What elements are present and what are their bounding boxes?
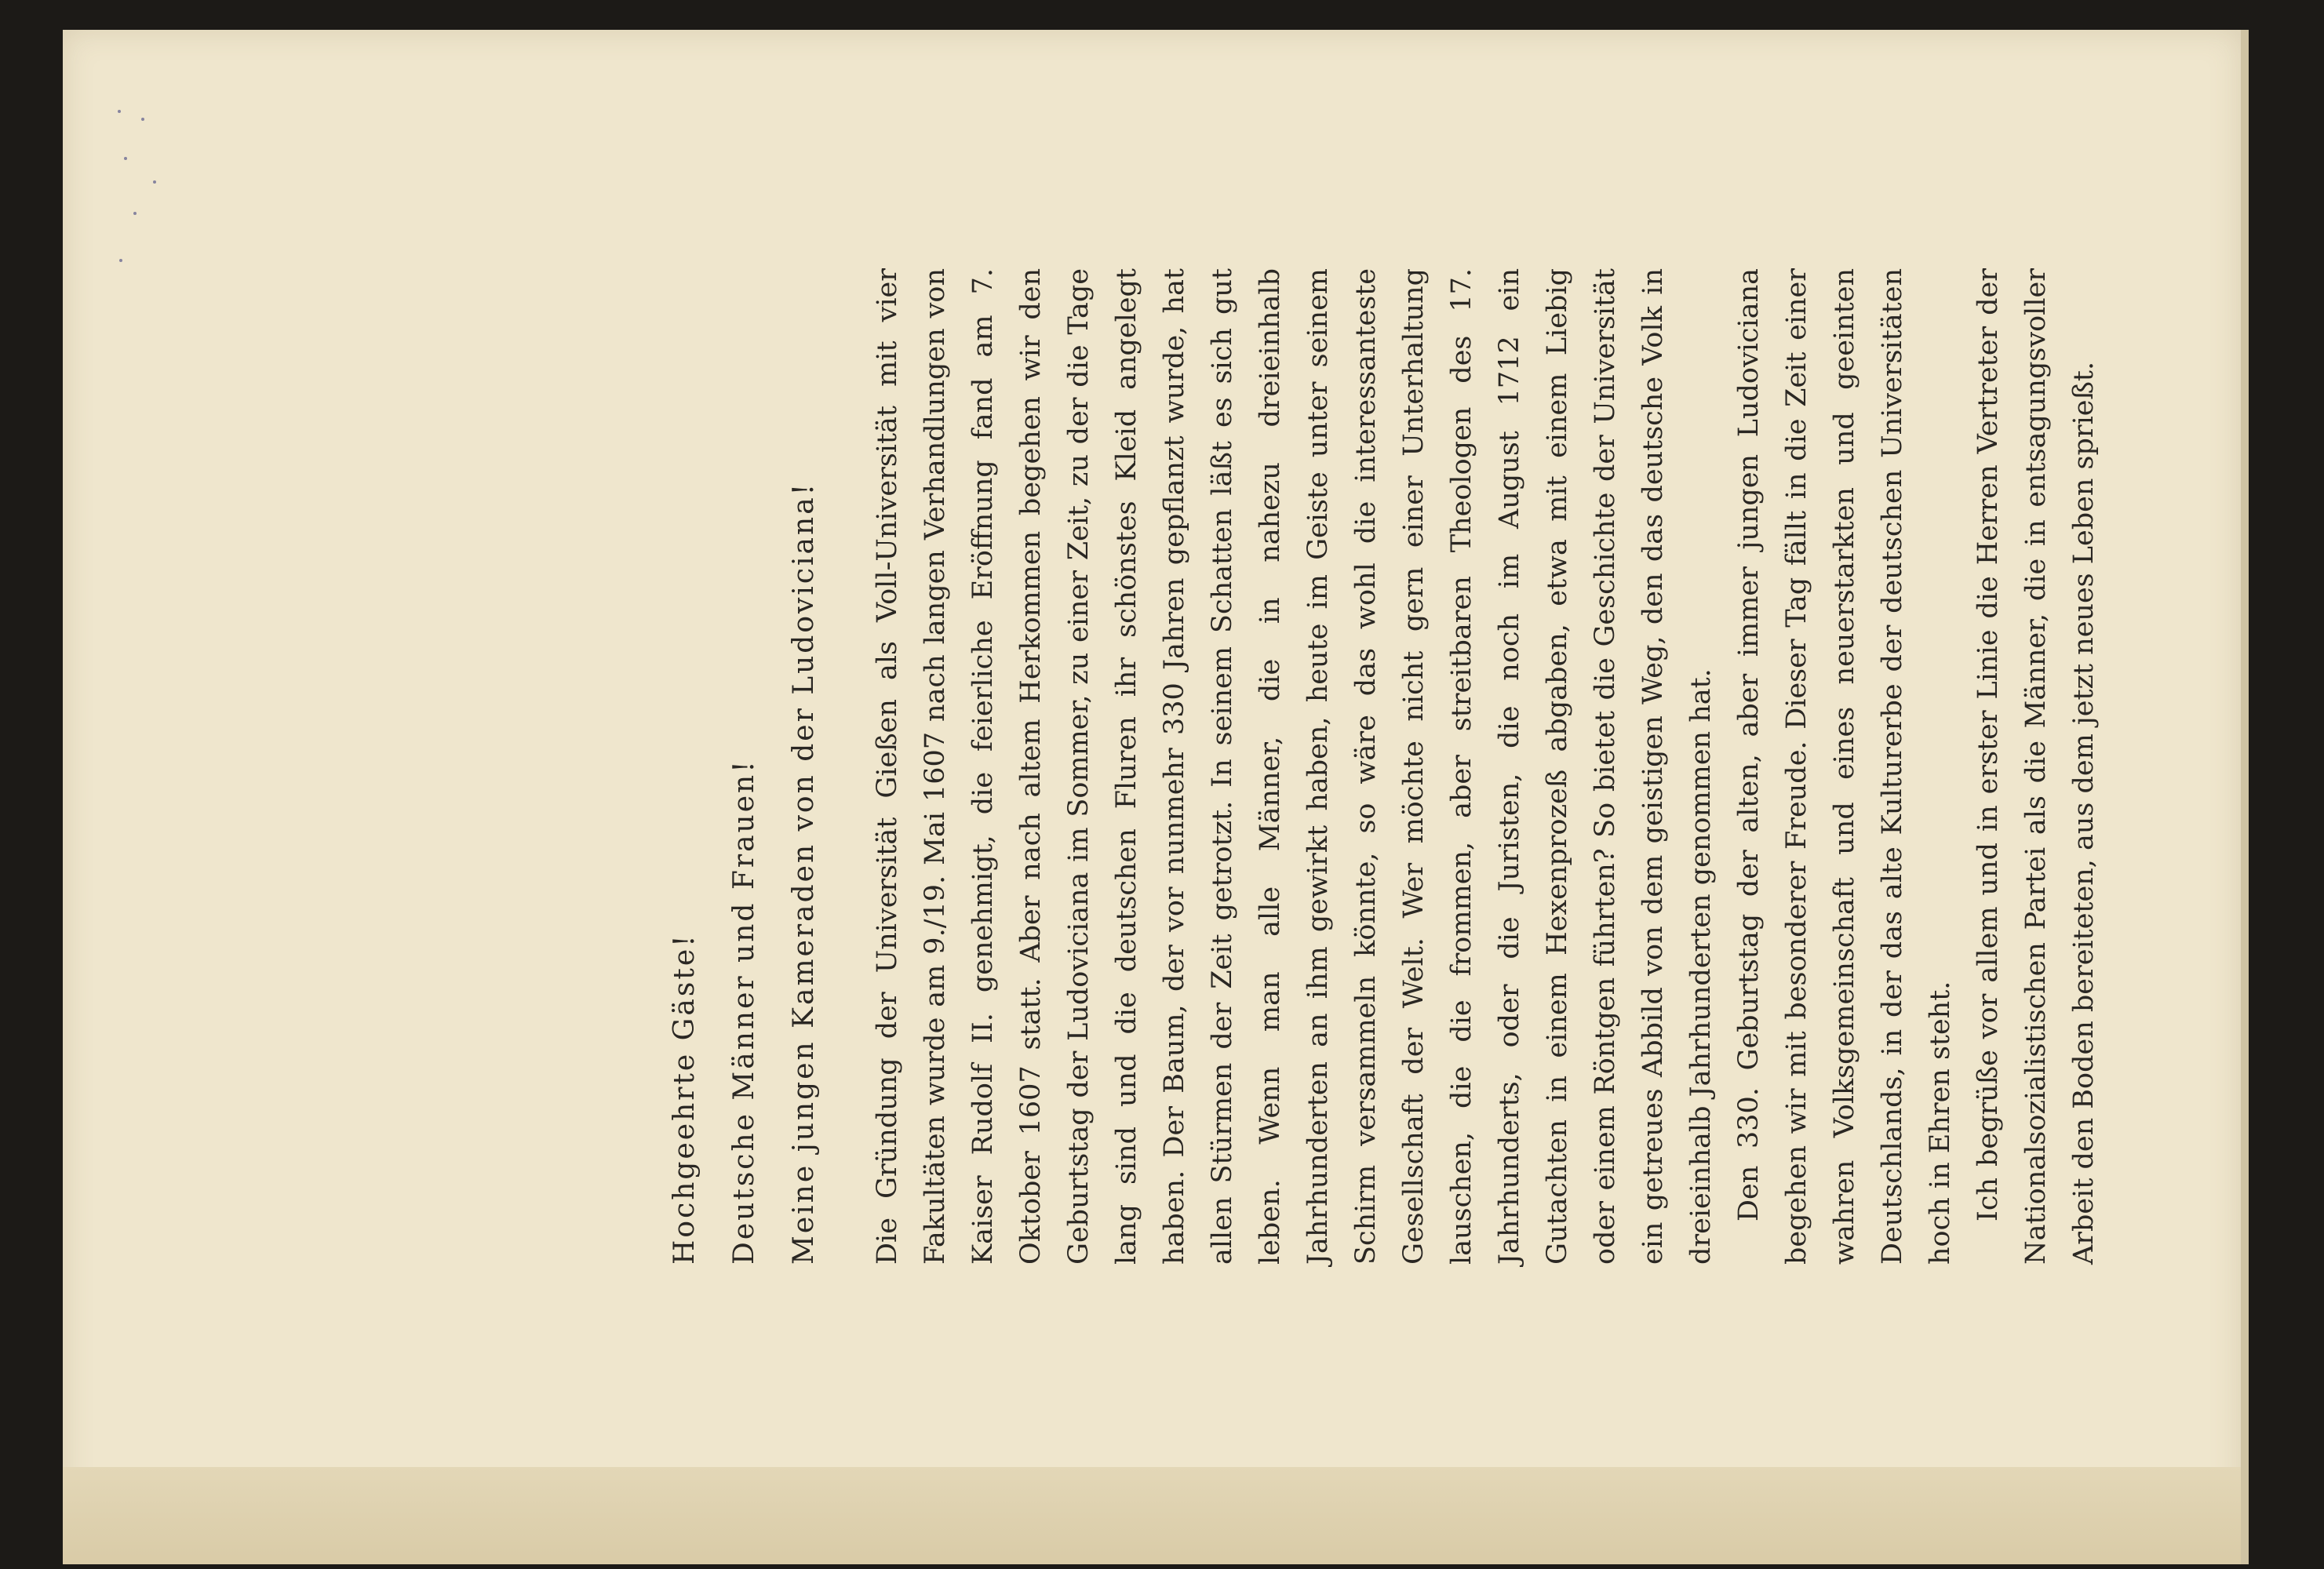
letter-text-block xyxy=(655,268,2100,1265)
salutation-comrades: Meine jungen Kameraden von der Ludoviciana! xyxy=(788,481,820,1265)
paragraph-birthday: Den 330. Geburtstag der alten, aber immer jungen Ludoviciana begehen wir mit besonderer Freude. Dieser Tag fällt in die Zeit einer wahren Volksgemeinschaft und eines neuerstarkten und geeinten Deutschlands, in der das alte Kulturerbe der deutschen Universitäten hoch in Ehren steht. xyxy=(1733,268,1956,1265)
paragraph-greeting: Ich begrüße vor allem und in erster Linie die Herren Vertreter der Nationalsozialistischen Partei als die Männer, die in entsagungsvoller Arbeit den Boden bereiteten, aus dem jetzt neues Leben sprießt. xyxy=(1972,268,2100,1265)
paragraph-founding: Die Gründung der Universität Gießen als Voll-Universität mit vier Fakultäten wurde am 9./19. Mai 1607 nach langen Verhandlungen von Kaiser Rudolf II. genehmigt, die feierliche Eröffnung fand am 7. Oktober 1607 statt. Aber nach altem Herkommen begehen wir den Geburtstag der Ludoviciana im Sommer, zu einer Zeit, zu der die Tage lang sind und die deutschen Fluren ihr schönstes Kleid angelegt haben. Der Baum, der vor nunmehr 330 Jahren gepflanzt wurde, hat allen Stürmen der Zeit getrotzt. In seinem Schatten läßt es sich gut leben. Wenn man alle Männer, die in nahezu dreieinhalb Jahrhunderten an ihm gewirkt haben, heute im Geiste unter seinem Schirm versammeln könnte, so wäre das wohl die interessanteste Gesellschaft der Welt. Wer möchte nicht gern einer Unterhaltung lauschen, die die frommen, aber streitbaren Theologen des 17. Jahrhunderts, oder die Juristen, die noch im August 1712 ein Gutachten in einem Hexenprozeß abgaben, etwa mit einem Liebig oder einem Röntgen führten? So bietet die Geschichte der Universität ein getreues Abbild von dem geistigen Weg, den das deutsche Volk in dreieinhalb Jahrhunderten genommen hat. xyxy=(872,268,1717,1265)
page-edge xyxy=(2241,30,2249,1564)
ink-specks xyxy=(110,94,188,282)
salutation-men-women: Deutsche Männer und Frauen! xyxy=(728,759,760,1265)
page-fold-strip xyxy=(63,1467,2241,1564)
salutation-guests: Hochgeehrte Gäste! xyxy=(668,933,701,1265)
